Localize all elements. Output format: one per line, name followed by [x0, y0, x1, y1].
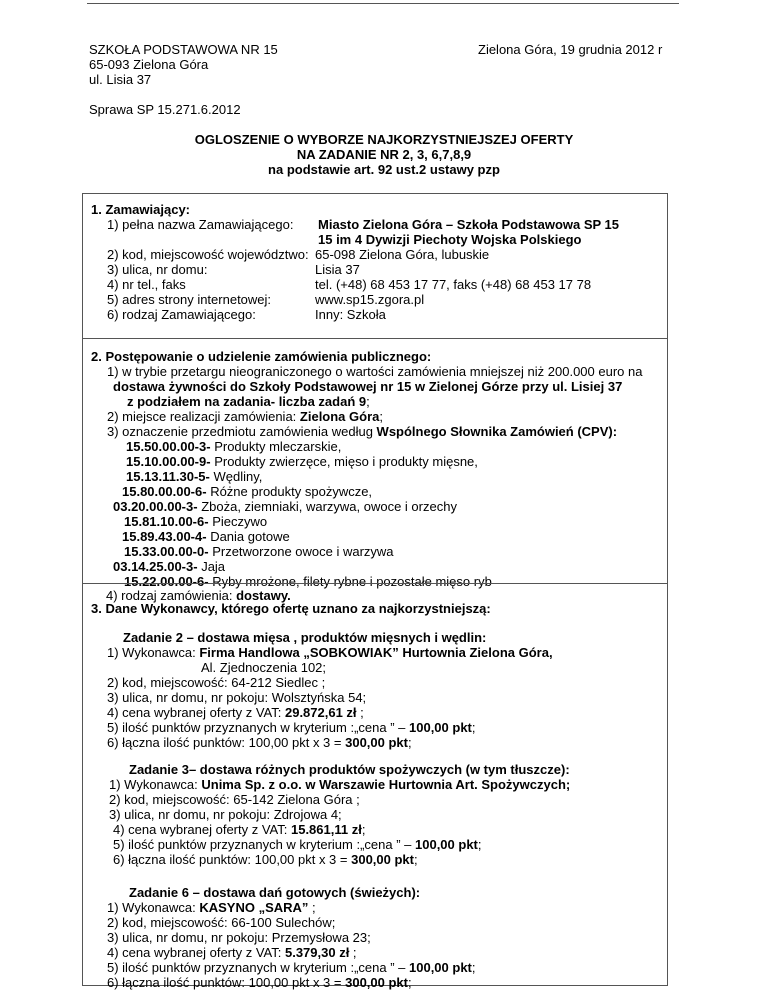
task2-title: Zadanie 2 – dostawa mięsa , produktów mięsnych i wędlin:: [123, 630, 487, 645]
s1-value-1: Miasto Zielona Góra – Szkoła Podstawowa SP 15: [318, 217, 620, 232]
s2-line-3: z podziałem na zadania- liczba zadań 9;: [127, 394, 370, 409]
s1-value-4: tel. (+48) 68 453 17 77, faks (+48) 68 453 17 78: [315, 277, 592, 292]
task2-street: 3) ulica, nr domu, nr pokoju: Wolsztyńska 54;: [107, 690, 367, 705]
s1-label-4: 4) nr tel., faks: [107, 277, 186, 292]
s2-line-2: dostawa żywności do Szkoły Podstawowej nr 15 w Zielonej Górze przy ul. Lisiej 37: [113, 379, 623, 394]
cpv-item: 15.50.00.00-3- Produkty mleczarskie,: [126, 439, 342, 454]
s1-label-1: 1) pełna nazwa Zamawiającego:: [107, 217, 294, 232]
s2-line-5: 3) oznaczenie przedmiotu zamówienia według Wspólnego Słownika Zamówień (CPV):: [107, 424, 618, 439]
task3-price: 4) cena wybranej oferty z VAT: 15.861,11 zł;: [113, 822, 366, 837]
task6-contractor: 1) Wykonawca: KASYNO „SARA” ;: [107, 900, 316, 915]
task6-points: 5) ilość punktów przyznanych w kryterium :„cena ” – 100,00 pkt;: [107, 960, 476, 975]
task3-points: 5) ilość punktów przyznanych w kryterium :„cena ” – 100,00 pkt;: [113, 837, 482, 852]
task6-price: 4) cena wybranej oferty z VAT: 5.379,30 zł ;: [107, 945, 357, 960]
task3-contractor: 1) Wykonawca: Unima Sp. z o.o. w Warszawie Hurtownia Art. Spożywczych;: [109, 777, 571, 792]
cpv-item: 15.33.00.00-0- Przetworzone owoce i warzywa: [124, 544, 394, 559]
top-rule: [87, 3, 679, 4]
cpv-item: 15.10.00.00-9- Produkty zwierzęce, mięso i produkty mięsne,: [126, 454, 478, 469]
section-contractor: [82, 583, 668, 990]
school-postal: 65-093 Zielona Góra: [89, 57, 209, 72]
s2-line-1: 1) w trybie przetargu nieograniczonego o wartości zamówienia mniejszej niż 200.000 euro na: [107, 364, 643, 379]
title-line-1: OGLOSZENIE O WYBORZE NAJKORZYSTNIEJSZEJ OFERTY: [194, 132, 574, 147]
task2-postal: 2) kod, miejscowość: 64-212 Siedlec ;: [107, 675, 326, 690]
s1-label-6: 6) rodzaj Zamawiającego:: [107, 307, 256, 322]
document-date: Zielona Góra, 19 grudnia 2012 r: [478, 42, 663, 57]
title-line-3: na podstawie art. 92 ust.2 ustawy pzp: [268, 162, 500, 177]
title-line-2: NA ZADANIE NR 2, 3, 6,7,8,9: [296, 147, 472, 162]
section-ordering-party: [82, 193, 668, 339]
task6-title: Zadanie 6 – dostawa dań gotowych (świeżych):: [129, 885, 421, 900]
task2-points: 5) ilość punktów przyznanych w kryterium :„cena ” – 100,00 pkt;: [107, 720, 476, 735]
school-name: SZKOŁA PODSTAWOWA NR 15: [89, 42, 278, 57]
s1-value-6: Inny: Szkoła: [315, 307, 386, 322]
task6-postal: 2) kod, miejscowość: 66-100 Sulechów;: [107, 915, 336, 930]
s1-value-3: Lisia 37: [315, 262, 360, 277]
task6-total: 6) łączna ilość punktów: 100,00 pkt x 3 = 300,00 pkt;: [107, 975, 412, 990]
cpv-item: 15.81.10.00-6- Pieczywo: [124, 514, 268, 529]
task3-postal: 2) kod, miejscowość: 65-142 Zielona Góra ;: [109, 792, 360, 807]
task6-street: 3) ulica, nr domu, nr pokoju: Przemysłowa 23;: [107, 930, 371, 945]
task3-title: Zadanie 3– dostawa różnych produktów spożywczych (w tym tłuszcze):: [129, 762, 570, 777]
section3-heading: 3. Dane Wykonawcy, którego ofertę uznano za najkorzystniejszą:: [91, 601, 491, 616]
task3-total: 6) łączna ilość punktów: 100,00 pkt x 3 = 300,00 pkt;: [113, 852, 418, 867]
cpv-item: 15.22.00.00-6- Ryby mrożone, filety rybne i pozostałe mięso ryb: [124, 574, 492, 589]
s1-label-2: 2) kod, miejscowość województwo:: [107, 247, 309, 262]
s2-line-6: 4) rodzaj zamówienia: dostawy.: [106, 588, 291, 603]
section2-heading: 2. Postępowanie o udzielenie zamówienia publicznego:: [91, 349, 432, 364]
cpv-item: 03.20.00.00-3- Zboża, ziemniaki, warzywa, owoce i orzechy: [113, 499, 457, 514]
task2-price: 4) cena wybranej oferty z VAT: 29.872,61 zł ;: [107, 705, 364, 720]
s1-value-2: 65-098 Zielona Góra, lubuskie: [315, 247, 490, 262]
cpv-item: 15.89.43.00-4- Dania gotowe: [122, 529, 290, 544]
section1-heading: 1. Zamawiający:: [91, 202, 190, 217]
cpv-item: 15.13.11.30-5- Wędliny,: [126, 469, 263, 484]
s1-value-5: www.sp15.zgora.pl: [315, 292, 425, 307]
task2-contractor-cont: Al. Zjednoczenia 102;: [201, 660, 327, 675]
s1-value-1b: 15 im 4 Dywizji Piechoty Wojska Polskiego: [318, 232, 582, 247]
cpv-item: 03.14.25.00-3- Jaja: [113, 559, 226, 574]
task3-street: 3) ulica, nr domu, nr pokoju: Zdrojowa 4;: [109, 807, 342, 822]
task2-total: 6) łączna ilość punktów: 100,00 pkt x 3 = 300,00 pkt;: [107, 735, 412, 750]
s2-line-4: 2) miejsce realizacji zamówienia: Zielona Góra;: [107, 409, 383, 424]
task2-contractor: 1) Wykonawca: Firma Handlowa „SOBKOWIAK” Hurtownia Zielona Góra,: [107, 645, 553, 660]
s1-label-5: 5) adres strony internetowej:: [107, 292, 272, 307]
case-number: Sprawa SP 15.271.6.2012: [89, 102, 241, 117]
section-procedure: [82, 338, 668, 589]
s1-label-3: 3) ulica, nr domu:: [107, 262, 208, 277]
cpv-item: 15.80.00.00-6- Różne produkty spożywcze,: [122, 484, 373, 499]
school-street: ul. Lisia 37: [89, 72, 152, 87]
